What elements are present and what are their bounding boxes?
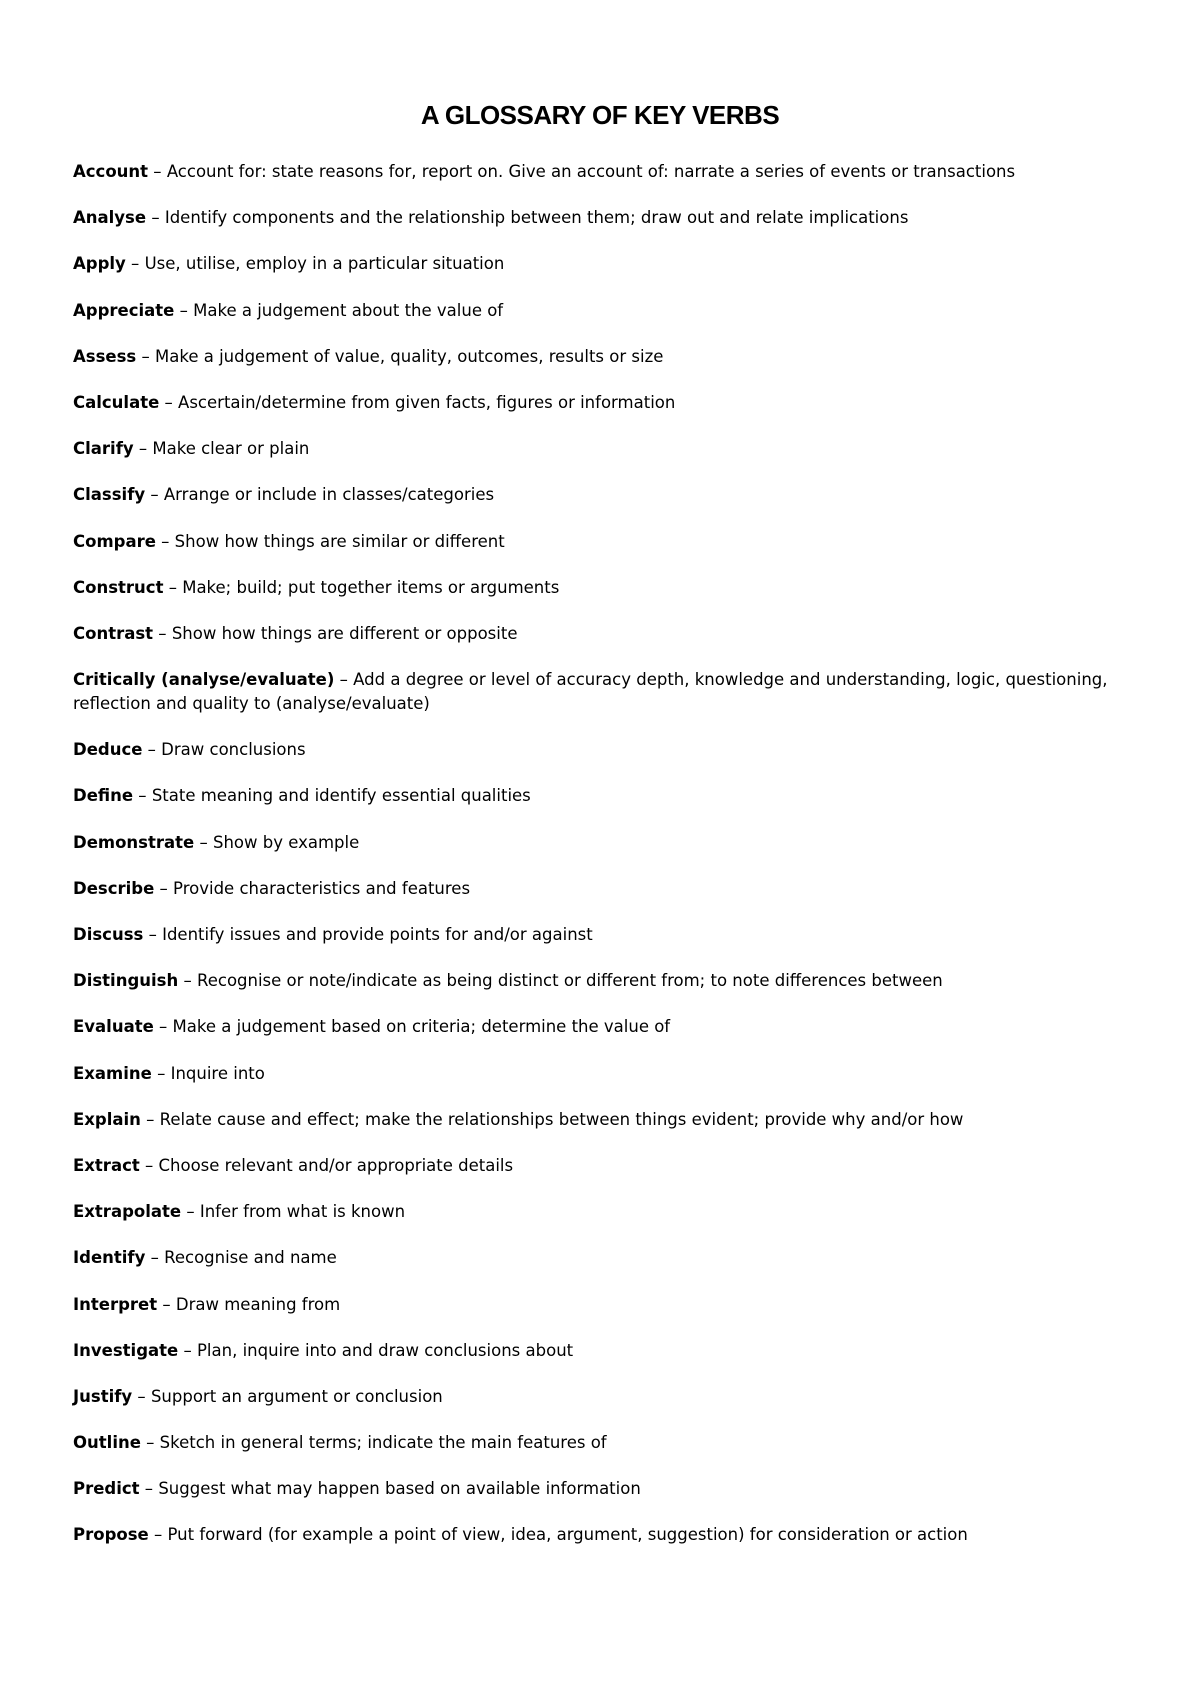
separator: –: [334, 670, 354, 690]
glossary-term: Define: [73, 786, 134, 806]
glossary-definition: Draw conclusions: [161, 740, 306, 760]
glossary-term: Classify: [73, 485, 146, 505]
separator: –: [132, 1386, 151, 1406]
glossary-definition: Plan, inquire into and draw conclusions about: [196, 1340, 574, 1360]
glossary-entry: [73, 1108, 1133, 1132]
separator: –: [194, 832, 213, 852]
glossary-term: Assess: [73, 346, 137, 366]
glossary-definition: Support an argument or conclusion: [150, 1386, 443, 1406]
glossary-term: Extract: [73, 1155, 140, 1175]
separator: –: [148, 162, 167, 181]
glossary-definition: Recognise or note/indicate as being distinct or different from; to note differences between: [197, 971, 943, 991]
glossary-term: Interpret: [73, 1294, 158, 1314]
glossary-term: Identify: [73, 1248, 146, 1268]
glossary-definition: Make a judgement about the value of: [193, 300, 504, 320]
glossary-term: Discuss: [73, 925, 144, 944]
glossary-definition: Use, utilise, employ in a particular situation: [144, 254, 505, 274]
glossary-term: Describe: [73, 878, 155, 898]
glossary-definition: Arrange or include in classes/categories: [163, 485, 495, 505]
separator: –: [133, 786, 152, 806]
glossary-term: Analyse: [73, 208, 147, 228]
glossary-list: [73, 160, 1133, 1570]
separator: –: [140, 1433, 160, 1453]
glossary-definition: Choose relevant and/or appropriate details: [158, 1155, 514, 1175]
glossary-entry: [73, 1246, 1133, 1270]
glossary-term: Extrapolate: [73, 1202, 182, 1222]
separator: –: [159, 392, 179, 412]
glossary-term: Evaluate: [73, 1017, 154, 1037]
separator: –: [178, 1340, 197, 1360]
separator: –: [163, 577, 183, 597]
glossary-entry: [73, 1015, 1133, 1039]
glossary-entry: [73, 252, 1133, 276]
glossary-entry: [73, 391, 1133, 415]
glossary-entry: [73, 1200, 1133, 1224]
glossary-definition: Account for: state reasons for, report on. Give an account of: narrate a series of events or transactions: [166, 162, 1016, 181]
separator: –: [151, 1063, 171, 1083]
glossary-definition: Make a judgement based on criteria; determine the value of: [172, 1017, 671, 1037]
separator: –: [178, 971, 197, 991]
separator: –: [155, 531, 175, 551]
glossary-entry: [73, 877, 1133, 901]
glossary-entry: [73, 923, 1133, 947]
glossary-definition: Show by example: [212, 832, 360, 852]
glossary-entry: [73, 576, 1133, 600]
glossary-entry: [73, 437, 1133, 461]
separator: –: [181, 1202, 200, 1222]
glossary-definition: Suggest what may happen based on available information: [158, 1479, 641, 1499]
glossary-entry: [73, 1062, 1133, 1086]
glossary-term: Demonstrate: [73, 832, 195, 852]
glossary-definition: Infer from what is known: [199, 1202, 406, 1222]
glossary-term: Distinguish: [73, 971, 179, 991]
glossary-entry: [73, 831, 1133, 855]
glossary-definition: Sketch in general terms; indicate the main features of: [159, 1433, 607, 1453]
glossary-entry: [73, 622, 1133, 646]
glossary-entry: [73, 1523, 1133, 1547]
separator: –: [140, 1109, 160, 1129]
glossary-entry: [73, 206, 1133, 230]
separator: –: [153, 623, 172, 643]
separator: –: [153, 1017, 173, 1037]
glossary-entry: [73, 345, 1133, 369]
glossary-entry: [73, 969, 1133, 993]
separator: –: [154, 878, 174, 898]
glossary-term: Clarify: [73, 439, 134, 459]
glossary-entry: [73, 1385, 1133, 1409]
separator: –: [133, 439, 153, 459]
glossary-term: Critically (analyse/evaluate): [73, 670, 335, 690]
glossary-entry: [73, 784, 1133, 808]
glossary-term: Justify: [73, 1386, 133, 1406]
glossary-definition: Make a judgement of value, quality, outcomes, results or size: [155, 346, 664, 366]
glossary-term: Examine: [73, 1063, 152, 1083]
separator: –: [125, 254, 145, 274]
glossary-term: Compare: [73, 531, 156, 551]
separator: –: [157, 1294, 176, 1314]
glossary-entry: [73, 1431, 1133, 1455]
glossary-definition: State meaning and identify essential qualities: [151, 786, 531, 806]
glossary-definition: Identify issues and provide points for and/or against: [162, 925, 593, 944]
separator: –: [145, 485, 164, 505]
separator: –: [136, 346, 155, 366]
glossary-term: Apply: [73, 254, 126, 274]
glossary-term: Propose: [73, 1525, 149, 1545]
glossary-entry: [73, 1339, 1133, 1363]
glossary-entry: [73, 160, 1133, 184]
separator: –: [139, 1155, 159, 1175]
glossary-definition: Show how things are different or opposite: [171, 623, 518, 643]
separator: –: [174, 300, 194, 320]
separator: –: [148, 1525, 168, 1545]
glossary-term: Contrast: [73, 623, 154, 643]
glossary-definition: Make clear or plain: [152, 439, 310, 459]
glossary-term: Appreciate: [73, 300, 175, 320]
separator: –: [143, 925, 163, 944]
glossary-entry: [73, 738, 1133, 762]
glossary-term: Calculate: [73, 392, 160, 412]
glossary-definition: Show how things are similar or different: [174, 531, 505, 551]
glossary-term: Explain: [73, 1109, 141, 1129]
glossary-definition: Ascertain/determine from given facts, figures or information: [178, 392, 676, 412]
glossary-term: Deduce: [73, 740, 143, 760]
glossary-definition: Identify components and the relationship between them; draw out and relate implications: [164, 208, 909, 228]
glossary-definition: Recognise and name: [164, 1248, 337, 1268]
glossary-term: Construct: [73, 577, 164, 597]
glossary-term: Predict: [73, 1479, 140, 1499]
glossary-entry: [73, 530, 1133, 554]
glossary-entry: [73, 1154, 1133, 1178]
glossary-definition: Add a degree or level of accuracy depth, knowledge and understanding, logic, questioning, reflection and quality to (analyse/evaluate): [73, 670, 1108, 714]
separator: –: [142, 740, 162, 760]
glossary-definition: Put forward (for example a point of view, idea, argument, suggestion) for consideration or action: [167, 1525, 968, 1545]
page-title: A GLOSSARY OF KEY VERBS: [420, 100, 780, 130]
glossary-entry: [73, 483, 1133, 507]
glossary-term: Investigate: [73, 1340, 179, 1360]
glossary-definition: Relate cause and effect; make the relationships between things evident; provide why and/or how: [159, 1109, 964, 1129]
glossary-entry: [73, 668, 1133, 716]
glossary-entry: [73, 299, 1133, 323]
separator: –: [139, 1479, 159, 1499]
glossary-entry: [73, 1293, 1133, 1317]
glossary-definition: Draw meaning from: [175, 1294, 341, 1314]
glossary-definition: Provide characteristics and features: [173, 878, 471, 898]
glossary-term: Account: [73, 162, 149, 181]
glossary-definition: Inquire into: [170, 1063, 265, 1083]
glossary-definition: Make; build; put together items or arguments: [182, 577, 560, 597]
separator: –: [146, 208, 165, 228]
separator: –: [145, 1248, 165, 1268]
glossary-term: Outline: [73, 1433, 141, 1453]
glossary-entry: [73, 1477, 1133, 1501]
